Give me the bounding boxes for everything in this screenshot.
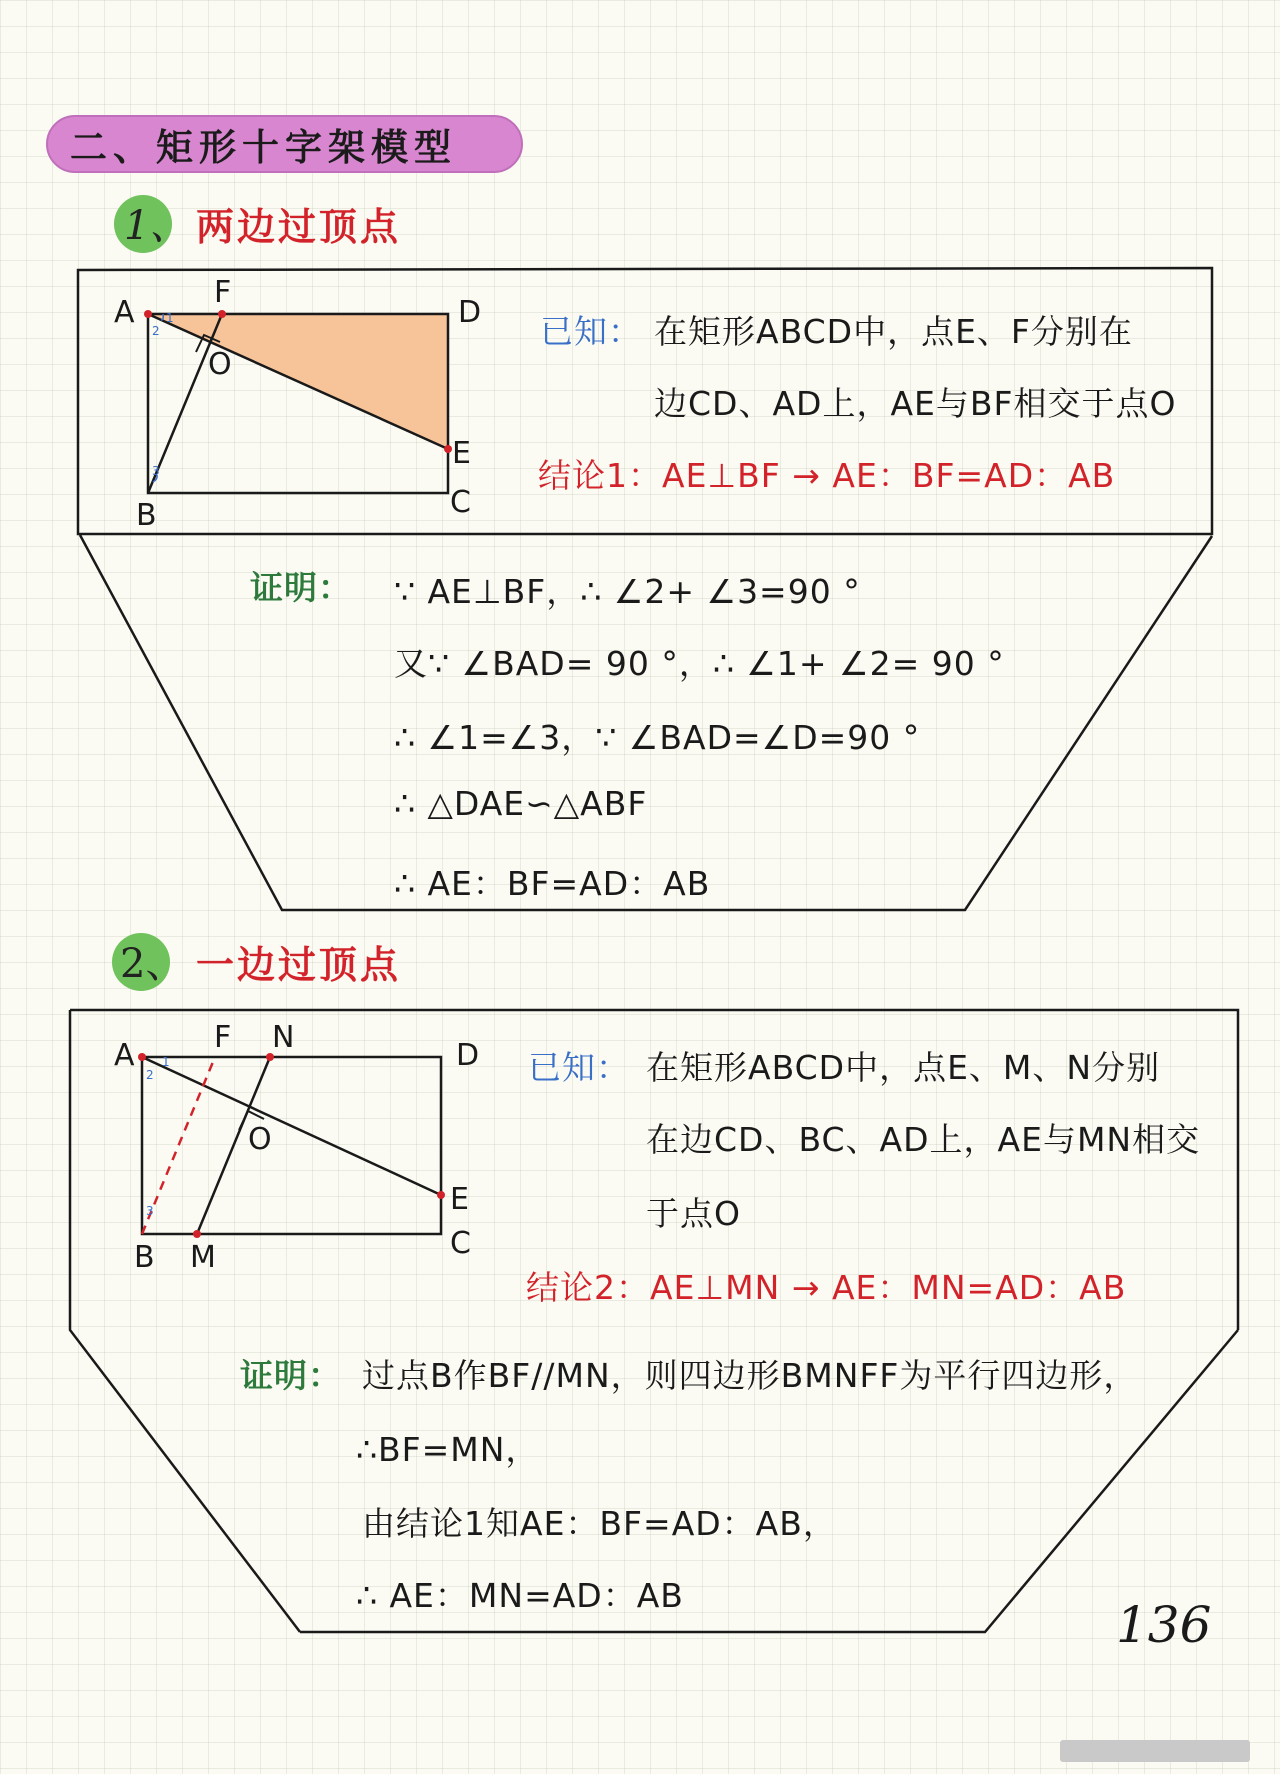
part1-number: 1、 xyxy=(124,203,190,249)
part2-known-line2: 在边CD、BC、AD上，AE与MN相交 xyxy=(646,1120,1201,1159)
part2-number: 2、 xyxy=(120,941,186,987)
angle-label-1: 1 xyxy=(162,1055,170,1069)
part2-proof-line: ∴BF=MN， xyxy=(356,1430,540,1469)
label-b: B xyxy=(134,1240,155,1275)
part1-proof-label: 证明： xyxy=(250,568,352,607)
label-b: B xyxy=(136,498,157,530)
angle-label-3: 3 xyxy=(152,464,160,478)
point-f xyxy=(218,310,226,318)
bottom-bar xyxy=(1060,1740,1250,1762)
part1-proof-line: 又∵ ∠BAD= 90 °，∴ ∠1+ ∠2= 90 ° xyxy=(394,644,1005,683)
part1-proof-line: ∵ AE⊥BF，∴ ∠2+ ∠3=90 ° xyxy=(394,572,861,611)
label-c: C xyxy=(450,485,471,520)
label-e: E xyxy=(452,436,471,471)
angle-label-2: 2 xyxy=(152,324,160,338)
label-f: F xyxy=(214,280,232,310)
label-d: D xyxy=(458,295,482,330)
part2-subtitle: 一边过顶点 xyxy=(196,943,402,987)
label-a: A xyxy=(114,295,135,330)
label-o: O xyxy=(248,1122,272,1157)
part2-proof-line: 由结论1知AE：BF=AD：AB， xyxy=(362,1504,837,1543)
angle-label-1: 1 xyxy=(166,311,174,325)
point-e xyxy=(444,445,452,453)
label-a: A xyxy=(114,1038,135,1073)
part1-figure xyxy=(100,280,500,530)
part2-known-label: 已知： xyxy=(528,1048,630,1087)
point-m xyxy=(193,1230,201,1238)
part1-known-label: 已知： xyxy=(540,312,642,351)
part2-proof-line1: 过点B作BF//MN，则四边形BMNFF为平行四边形， xyxy=(362,1356,1138,1395)
part2-known-line1: 在矩形ABCD中，点E、M、N分别 xyxy=(646,1048,1161,1087)
part2-proof-label: 证明： xyxy=(240,1356,342,1395)
part1-subtitle: 两边过顶点 xyxy=(196,205,402,249)
part2-figure xyxy=(100,1025,500,1275)
point-a xyxy=(138,1053,146,1061)
part2-proof-line: ∴ AE：MN=AD：AB xyxy=(356,1576,684,1615)
part1-proof-line: ∴ △DAE∽△ABF xyxy=(394,784,648,823)
point-a xyxy=(144,310,152,318)
label-d: D xyxy=(456,1038,480,1073)
part1-proof-line: ∴ ∠1=∠3，∵ ∠BAD=∠D=90 ° xyxy=(394,718,921,757)
label-f: F xyxy=(214,1025,232,1055)
part1-known-line1: 在矩形ABCD中，点E、F分别在 xyxy=(654,312,1133,351)
label-n: N xyxy=(272,1025,295,1055)
label-e: E xyxy=(450,1182,469,1217)
part1-known-line2: 边CD、AD上，AE与BF相交于点O xyxy=(654,384,1177,423)
angle-label-3: 3 xyxy=(146,1204,154,1218)
page-number: 136 xyxy=(1116,1596,1212,1654)
label-m: M xyxy=(190,1240,216,1275)
label-o: O xyxy=(208,347,232,382)
section-title: 二、矩形十字架模型 xyxy=(46,115,523,173)
part1-proof-line: ∴ AE：BF=AD：AB xyxy=(394,864,711,903)
part1-conclusion: 结论1：AE⊥BF → AE：BF=AD：AB xyxy=(538,456,1116,495)
part2-conclusion: 结论2：AE⊥MN → AE：MN=AD：AB xyxy=(526,1268,1127,1307)
label-c: C xyxy=(450,1226,471,1261)
part2-known-line3: 于点O xyxy=(646,1194,741,1233)
angle-label-2: 2 xyxy=(146,1068,154,1082)
rectangle-abcd xyxy=(142,1057,441,1234)
point-e xyxy=(437,1191,445,1199)
